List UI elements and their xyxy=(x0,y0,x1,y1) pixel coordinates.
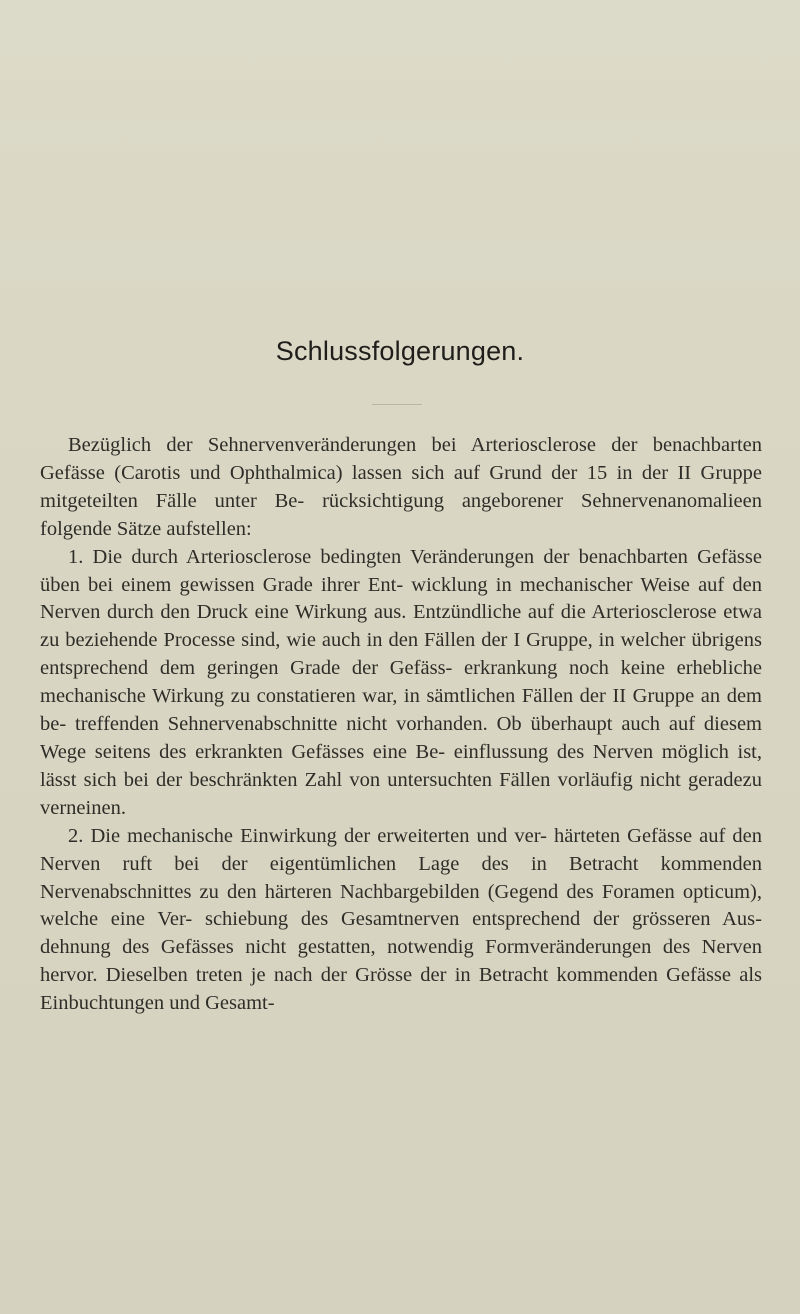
title-divider xyxy=(372,404,422,405)
paragraph-point-1: 1. Die durch Arteriosclerose bedingten Veränderungen der benachbarten Gefässe üben bei einem gewissen Grade ihrer Ent- wicklung in mechanischer Weise auf den Nerven durch den Druck eine Wirkung aus. Entzündliche auf die Arteriosclerose etwa zu beziehende Processe sind, wie auch in den Fällen der I Gruppe, in welcher übrigens entsprechend dem geringen Grade der Gefäss- erkrankung noch keine erhebliche mechanische Wirkung zu constatieren war, in sämtlichen Fällen der II Gruppe an dem be- treffenden Sehnervenabschnitte nicht vorhanden. Ob überhaupt auch auf diesem Wege seitens des erkrankten Gefässes eine Be- einflussung des Nerven möglich ist, lässt sich bei der beschränkten Zahl von untersuchten Fällen vorläufig nicht geradezu verneinen. xyxy=(40,545,762,819)
paragraph-point-2: 2. Die mechanische Einwirkung der erweiterten und ver- härteten Gefässe auf den Nerven ruft bei der eigentümlichen Lage des in Betracht kommenden Nervenabschnittes zu den härteren Nachbargebilden (Gegend des Foramen opticum), welche eine Ver- schiebung des Gesamtnerven entsprechend der grösseren Aus- dehnung des Gefässes nicht gestatten, notwendig Formveränderungen des Nerven hervor. Dieselben treten je nach der Grösse der in Betracht kommenden Gefässe als Einbuchtungen und Gesamt- xyxy=(40,824,762,1015)
paragraph-intro: Bezüglich der Sehnervenveränderungen bei Arteriosclerose der benachbarten Gefässe (Carotis und Ophthalmica) lassen sich auf Grund der 15 in der II Gruppe mitgeteilten Fälle unter Be- rücksichtigung angeborener Sehnervenanomalieen folgende Sätze aufstellen: xyxy=(40,434,762,540)
body-text xyxy=(40,432,762,1018)
page-title: Schlussfolgerungen. xyxy=(275,336,525,366)
